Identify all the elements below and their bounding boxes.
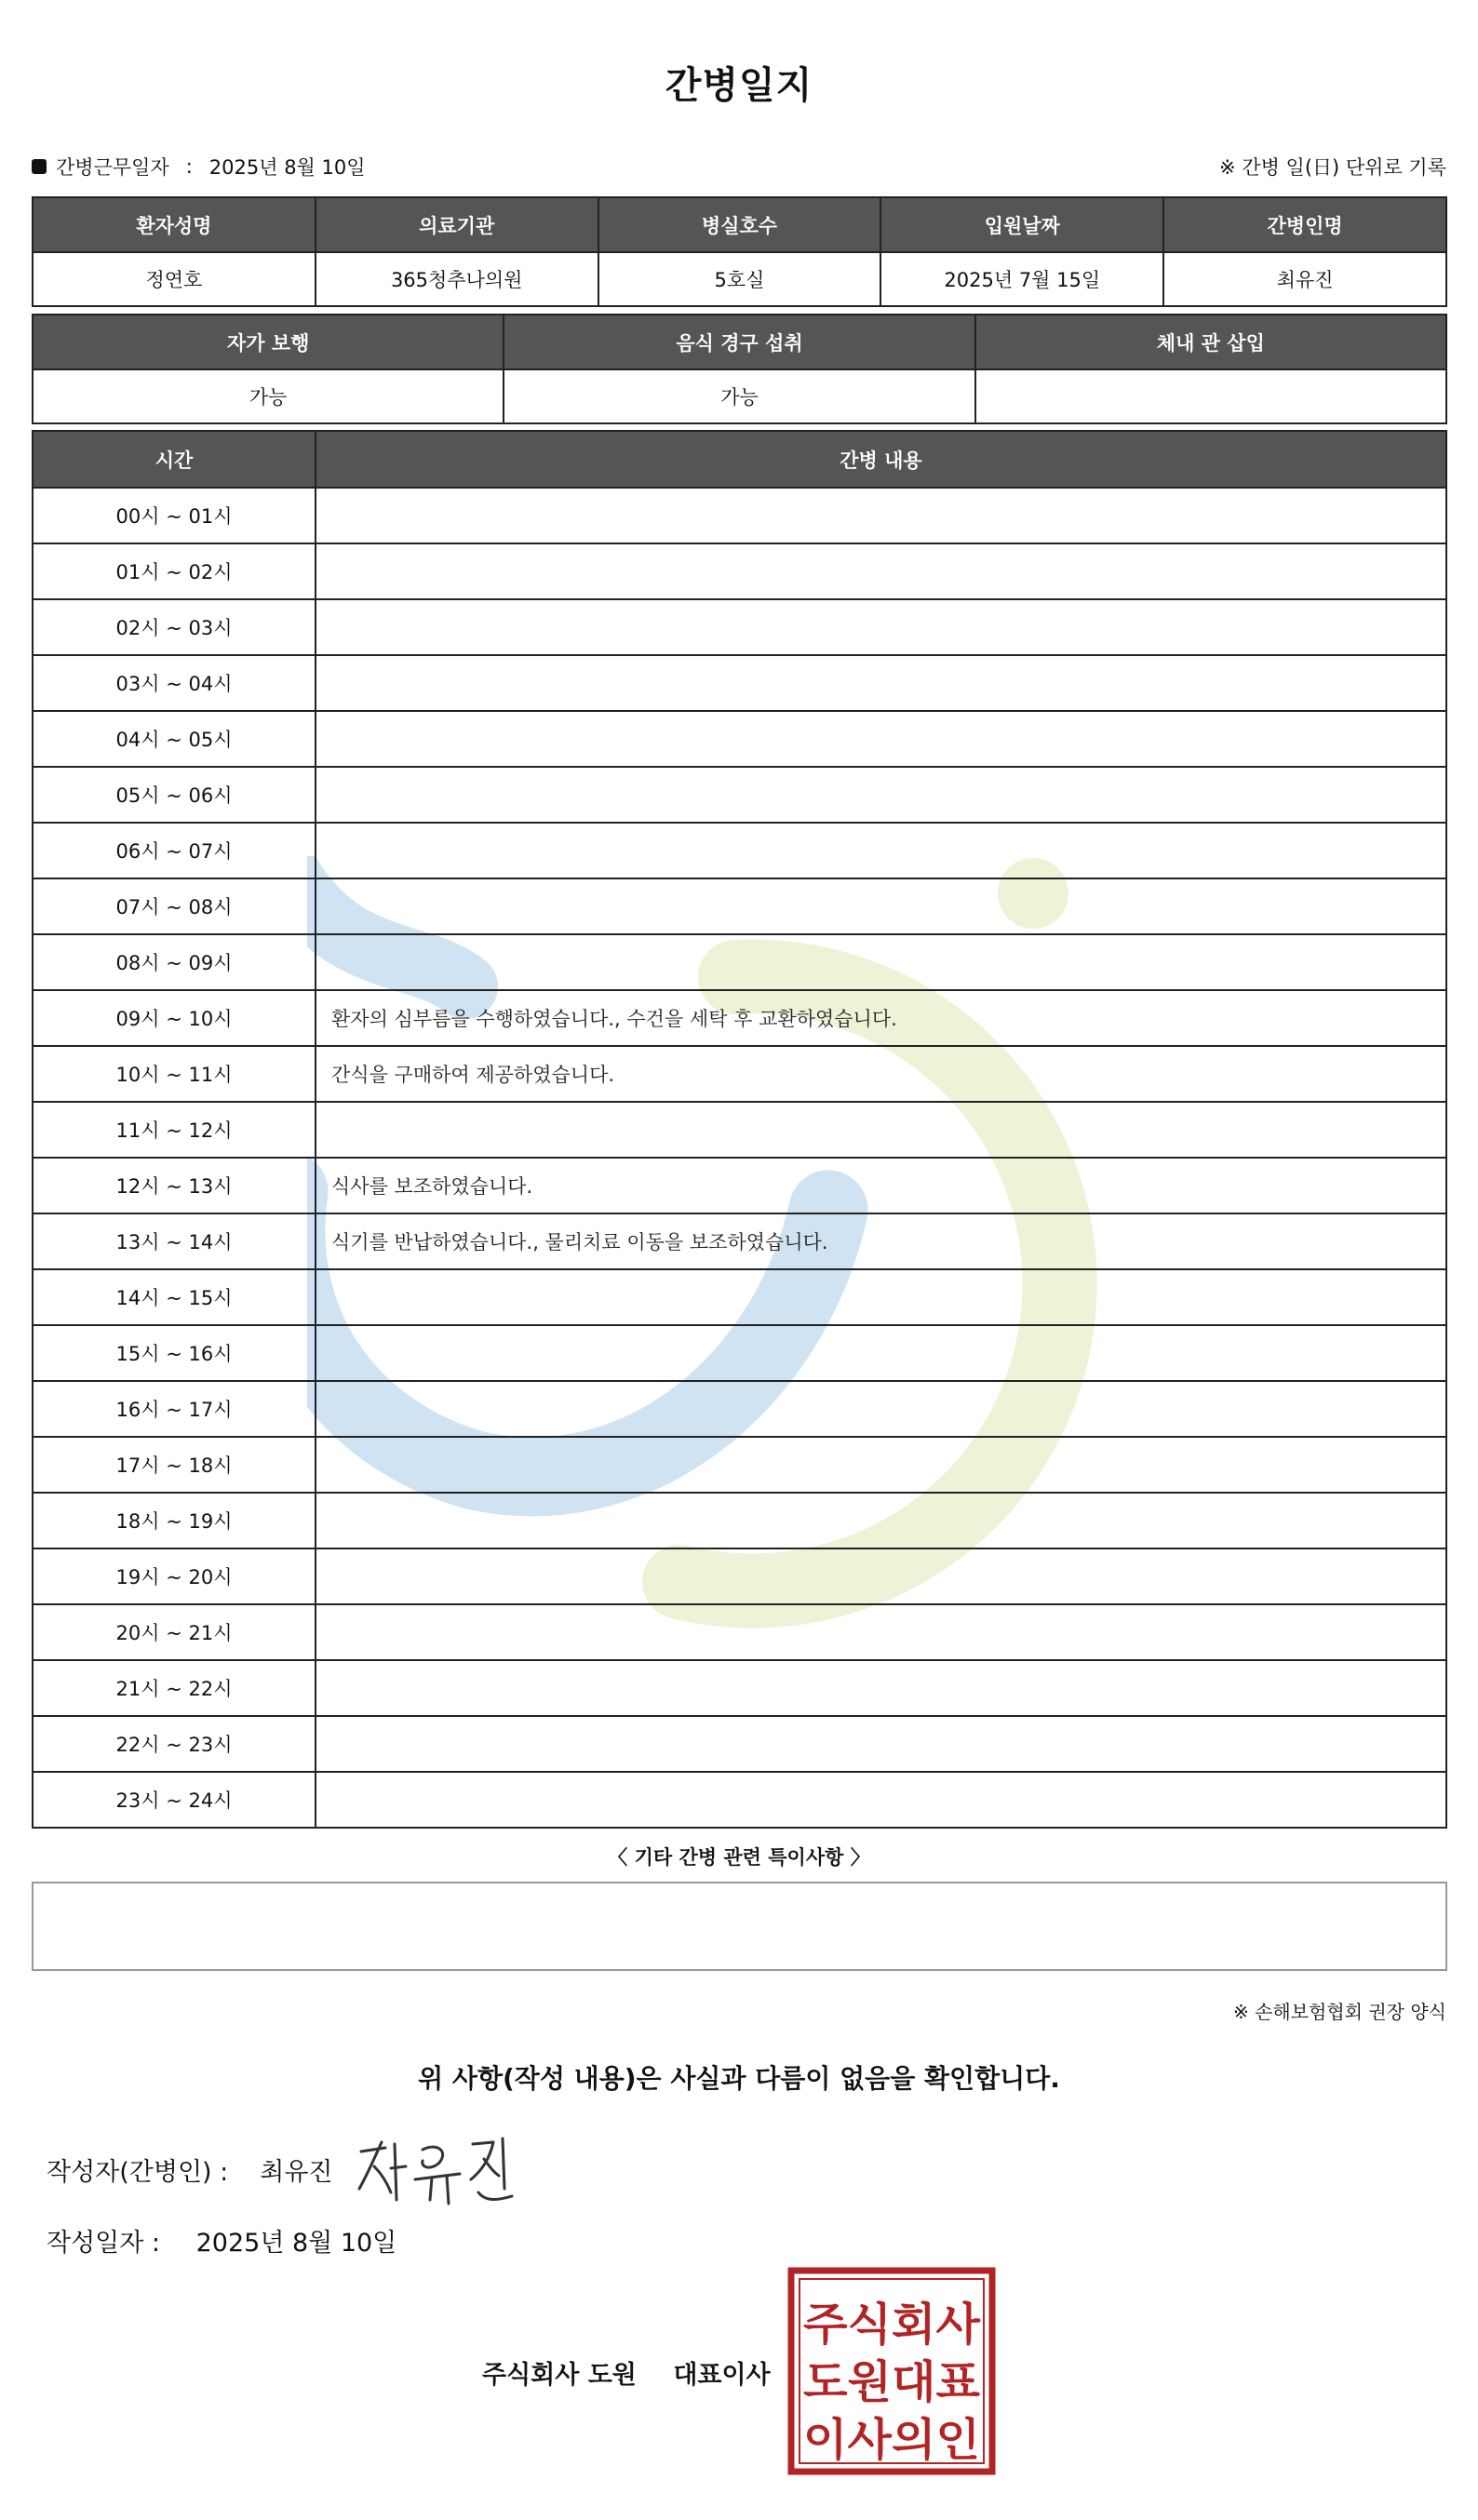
- status-value-row: [33, 369, 1446, 423]
- patient-info-table: [32, 196, 1447, 307]
- table-row: [33, 1493, 1446, 1548]
- writer-name: 최유진: [260, 2158, 333, 2187]
- patient-info-header-row: [33, 197, 1446, 252]
- header-hospital: 의료기관: [316, 197, 598, 252]
- header-admission-date: 입원날짜: [880, 197, 1163, 252]
- time-slot: 08시 ~ 09시: [33, 934, 316, 990]
- notes-title: 〈 기타 간병 관련 특이사항 〉: [608, 1846, 870, 1869]
- time-slot: 09시 ~ 10시: [33, 990, 316, 1046]
- time-slot: 22시 ~ 23시: [33, 1716, 316, 1772]
- table-row: [33, 1548, 1446, 1604]
- time-slot: 06시 ~ 07시: [33, 823, 316, 878]
- table-row: [33, 1716, 1446, 1772]
- care-content: [316, 934, 1446, 990]
- seal-line-1: 주식회사: [803, 2299, 981, 2351]
- care-content: [316, 1660, 1446, 1716]
- table-row: [33, 655, 1446, 711]
- company-name: 주식회사 도원: [482, 2361, 637, 2390]
- care-content: [316, 1102, 1446, 1158]
- table-row: [33, 599, 1446, 655]
- written-date-value: 2025년 8월 10일: [195, 2229, 397, 2258]
- handwritten-signature: [354, 2131, 521, 2215]
- self-walking-value: 가능: [33, 369, 504, 423]
- status-header-row: [33, 315, 1446, 369]
- time-slot: 13시 ~ 14시: [33, 1213, 316, 1269]
- time-slot: 20시 ~ 21시: [33, 1604, 316, 1660]
- time-slot: 16시 ~ 17시: [33, 1381, 316, 1437]
- work-date-colon: :: [185, 155, 193, 178]
- care-log-table: [32, 430, 1447, 1829]
- patient-status-table: [32, 314, 1447, 424]
- table-row: [33, 823, 1446, 878]
- care-content: [316, 1437, 1446, 1493]
- table-row: [33, 1269, 1446, 1325]
- company-signoff: [482, 2354, 771, 2391]
- time-slot: 05시 ~ 06시: [33, 767, 316, 823]
- header-self-walking: 자가 보행: [33, 315, 504, 369]
- table-row: [33, 767, 1446, 823]
- care-content: [316, 1772, 1446, 1828]
- care-content: 간식을 구매하여 제공하였습니다.: [316, 1046, 1446, 1102]
- care-content: [316, 878, 1446, 934]
- table-row: [33, 1158, 1446, 1213]
- writer-label: 작성자(간병인) :: [47, 2158, 229, 2187]
- care-content: [316, 1716, 1446, 1772]
- time-slot: 19시 ~ 20시: [33, 1548, 316, 1604]
- form-source-note: ※ 손해보험협회 권장 양식: [1232, 2001, 1446, 2023]
- patient-info-value-row: [33, 252, 1446, 306]
- room-value: 5호실: [598, 252, 881, 306]
- table-row: [33, 1604, 1446, 1660]
- black-square-icon: [32, 159, 47, 174]
- care-log-header-row: [33, 431, 1446, 488]
- admission-date-value: 2025년 7월 15일: [880, 252, 1163, 306]
- table-row: [33, 1213, 1446, 1269]
- patient-name-value: 정연호: [33, 252, 316, 306]
- caregiver-name-value: 최유진: [1163, 252, 1446, 306]
- header-room: 병실호수: [598, 197, 881, 252]
- care-content: [316, 655, 1446, 711]
- care-content: [316, 488, 1446, 543]
- company-seal-stamp: [787, 2267, 996, 2475]
- time-slot: 00시 ~ 01시: [33, 488, 316, 543]
- page-title: 간병일지: [665, 64, 813, 107]
- header-patient-name: 환자성명: [33, 197, 316, 252]
- care-content: [316, 1548, 1446, 1604]
- work-date-label: 간병근무일자: [56, 156, 169, 179]
- seal-line-3: 이사의인: [803, 2414, 980, 2466]
- header-time: 시간: [33, 431, 316, 488]
- care-content: [316, 823, 1446, 878]
- table-row: [33, 543, 1446, 599]
- header-care-content: 간병 내용: [316, 431, 1446, 488]
- care-content: 식기를 반납하였습니다., 물리치료 이동을 보조하였습니다.: [316, 1213, 1446, 1269]
- time-slot: 23시 ~ 24시: [33, 1772, 316, 1828]
- table-row: [33, 1325, 1446, 1381]
- written-date-label: 작성일자 :: [47, 2229, 161, 2258]
- oral-intake-value: 가능: [504, 369, 974, 423]
- time-slot: 17시 ~ 18시: [33, 1437, 316, 1493]
- table-row: [33, 1102, 1446, 1158]
- record-note: ※ 간병 일(日) 단위로 기록: [1219, 156, 1446, 179]
- table-row: [33, 1437, 1446, 1493]
- care-content: [316, 599, 1446, 655]
- writer-line: [47, 2151, 333, 2188]
- time-slot: 14시 ~ 15시: [33, 1269, 316, 1325]
- care-content: [316, 1325, 1446, 1381]
- care-content: [316, 543, 1446, 599]
- care-content: [316, 1604, 1446, 1660]
- care-content: 식사를 보조하였습니다.: [316, 1158, 1446, 1213]
- time-slot: 12시 ~ 13시: [33, 1158, 316, 1213]
- table-row: [33, 711, 1446, 767]
- confirmation-statement: 위 사항(작성 내용)은 사실과 다름이 없음을 확인합니다.: [418, 2063, 1060, 2094]
- representative-title: 대표이사: [673, 2361, 771, 2390]
- table-row: [33, 934, 1446, 990]
- table-row: [33, 488, 1446, 543]
- table-row: [33, 1772, 1446, 1828]
- care-content: [316, 767, 1446, 823]
- table-row: [33, 1381, 1446, 1437]
- time-slot: 02시 ~ 03시: [33, 599, 316, 655]
- seal-line-2: 도원대표: [803, 2356, 981, 2408]
- time-slot: 04시 ~ 05시: [33, 711, 316, 767]
- header-tube-insertion: 체내 관 삽입: [975, 315, 1446, 369]
- time-slot: 10시 ~ 11시: [33, 1046, 316, 1102]
- header-oral-intake: 음식 경구 섭취: [504, 315, 974, 369]
- tube-insertion-value: [975, 369, 1446, 423]
- care-content: 환자의 심부름을 수행하였습니다., 수건을 세탁 후 교환하였습니다.: [316, 990, 1446, 1046]
- work-date-value: 2025년 8월 10일: [208, 156, 366, 179]
- time-slot: 03시 ~ 04시: [33, 655, 316, 711]
- care-content: [316, 1269, 1446, 1325]
- time-slot: 15시 ~ 16시: [33, 1325, 316, 1381]
- table-row: [33, 1046, 1446, 1102]
- table-row: [33, 878, 1446, 934]
- time-slot: 21시 ~ 22시: [33, 1660, 316, 1716]
- header-caregiver-name: 간병인명: [1163, 197, 1446, 252]
- time-slot: 01시 ~ 02시: [33, 543, 316, 599]
- table-row: [33, 1660, 1446, 1716]
- notes-box: [32, 1882, 1447, 1971]
- care-content: [316, 1381, 1446, 1437]
- written-date-line: [47, 2222, 396, 2259]
- care-content: [316, 1493, 1446, 1548]
- hospital-value: 365청추나의원: [316, 252, 598, 306]
- table-row: [33, 990, 1446, 1046]
- time-slot: 07시 ~ 08시: [33, 878, 316, 934]
- care-content: [316, 711, 1446, 767]
- time-slot: 11시 ~ 12시: [33, 1102, 316, 1158]
- work-date-line: [32, 153, 366, 181]
- time-slot: 18시 ~ 19시: [33, 1493, 316, 1548]
